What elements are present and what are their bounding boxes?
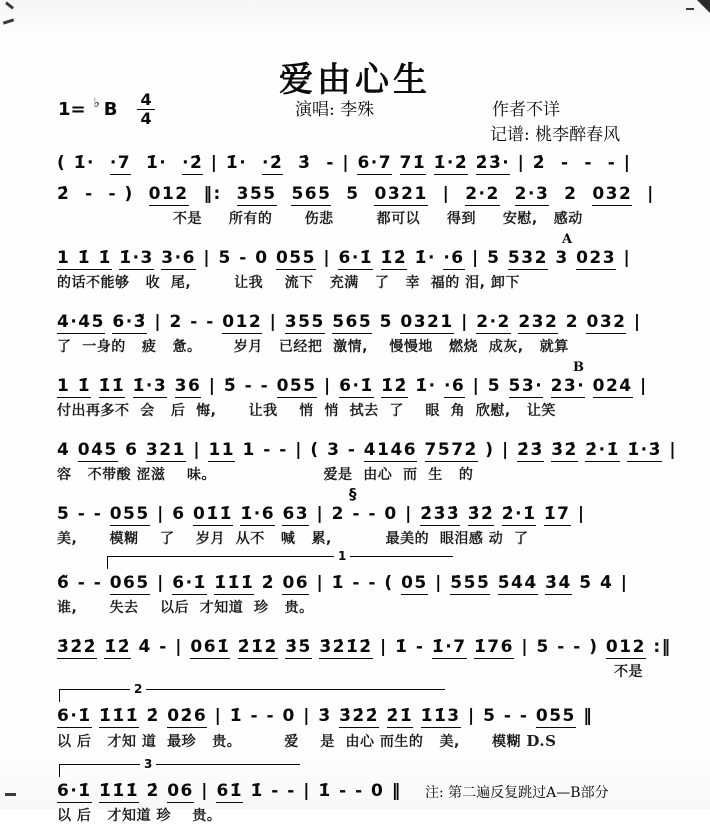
music-line: 3̇2̇2̇ 1̇2̇ 4̇ - | 061̇ 2̇1̇2̇ 3̇5̇ 3̇2̇1̇2̇ | 1̇ - 1̇·7 1̇76 | 5 - - ) 012 :‖ [57,637,672,657]
scan-artifact [697,0,710,13]
music-line: 4 045 6 321 | 11 1 - - | ( 3 - 4146 7572̇ ) | 2̇3̇ 3̇2̇ 2̇·1̇ 1̇·3̇ | [57,440,678,460]
meter-numerator: 4 [137,92,154,110]
music-line: 1 1̇ 1̇1̇ 1̇·3 36 | 5̃ - - 055 | 6·1̇ 1̇2̇ 1̇· ·6 | 5 53· 23· 024 | [57,376,648,396]
score-line-3 [57,232,657,293]
lyrics-line: 的话不能够 收 尾, 让我 流下 充满 了 幸 福的 泪, 卸下 [57,275,520,291]
section-marker-b: B [573,360,584,375]
scan-artifact [5,2,14,10]
lyrics-line: 付出再多不 会 后 悔, 让我 悄 悄 拭去 了 眼 角 欣慰, 让笑 [57,403,556,419]
lyrics-line: 美, 模糊 了 岁月 从不 喊 累, 最美的 眼泪感 动 了 [57,531,529,547]
score-line-2 [57,181,657,229]
lyrics-line: 不是 [614,664,643,680]
flat-icon: ♭ [93,96,100,111]
segno-icon: § [349,485,357,503]
music-line: ( 1̇· ·7 1̇· ·2̇ | 1̇· ·2̇ 3̇ - | 6·7 71̇ 1̇·2̇ 2̇3̇· | 2̇ - - - | [57,153,632,173]
lyrics-line [57,731,657,752]
meter-denominator: 4 [140,109,152,128]
score-line-8 [57,549,657,618]
lyrics-text: 以 后 才知 道 最珍 贵。 爱 是 由心 而生的 美, 模糊 [57,734,527,750]
author-credit: 作者不详 [492,100,560,120]
score-line-7 [57,485,657,549]
score [57,150,678,826]
volta-number: 1 [334,549,350,563]
score-line-6 [57,437,678,485]
dal-segno-mark: D.S [526,732,557,750]
page-title: 爱由心生 [279,60,431,100]
music-line: 6̃ - - 065 | 6·1̇ 1̇1̇1̇ 2̇ 06 | 1̇ - - ( 05 | 5̇5̇5̇ 5̇4̇4̇ 3̇4̇ 5̇ 4̇ | [57,573,629,593]
lyrics-line: 了 一身的 疲 惫。 岁月 已经把 激情, 慢慢地 燃烧 成灰, 就算 [57,339,569,355]
volta-bracket-3 [59,757,300,777]
scan-artifact [5,793,16,796]
lyrics-line: 以 后 才知道 珍 贵。 [57,808,222,824]
volta-number: 2 [130,682,146,696]
music-line: 4·45 6·3̃ | 2 - - 012 | 355 565 5 0321 | 2·2 232 2 032 | [57,312,642,332]
music-line: 1 1̇ 1̇ 1̇·3 3·6 | 5 - 0 055 | 6·1̇ 1̇2̇ 1̇· ·6 | 5 532 3 023 | [57,248,632,268]
score-line-10 [57,682,657,752]
lyrics-line: 不是 所有的 伤悲 都可以 得到 安慰, 感动 [173,211,583,227]
key-signature [58,92,155,127]
score-line-11 [57,757,657,826]
music-line: 6·1̇ 1̇1̇1̇ 2̇ 02̇6 | 1̇ - - 0 | 3̇ 3̇2̇2̇ 2̇1̇ 1̇1̇3 | 5 - - 055 ‖ [57,706,594,726]
score-line-4 [57,309,657,357]
lyrics-line: 谁, 失去 以后 才知道 珍 贵。 [57,600,314,616]
score-line-1 [57,150,657,176]
volta-bracket-2 [59,682,445,702]
time-signature [137,92,154,127]
key-prefix: 1= [58,99,86,120]
notator-credit: 记谱: 桃李醉春风 [490,125,621,145]
score-line-9 [57,634,672,682]
lyrics-line: 容 不带酸 涩滋 味。 爱是 由心 而 生 的 [57,467,474,483]
singer-credit: 演唱: 李殊 [295,100,375,120]
score-line-5 [57,360,657,421]
music-line: 2̇ - - ) 012 ‖: 355 565 5 0321 | 2·2 2·3 2 032 | [57,184,655,204]
music-line: 6·1̇ 1̇1̇1̇ 2̇ 06 | 61̇ 1̇ - - | 1̇ - - 0 ‖ [57,781,402,801]
section-marker-a: A [562,232,573,247]
volta-number: 3 [140,757,156,771]
volta-bracket-1 [107,549,453,569]
music-line: 5 - - 055 | 6 01̇1̇ 1̇·6 63 | 2 - - 0 | 2̇3̇3̇ 3̇2̇ 2̇·1̇ 1̇7 | [57,504,586,524]
scan-artifact [3,18,14,24]
key-tonic: B [103,99,118,120]
scan-artifact [686,8,694,10]
repeat-note: 注: 第二遍反复跳过A—B部分 [425,785,609,801]
